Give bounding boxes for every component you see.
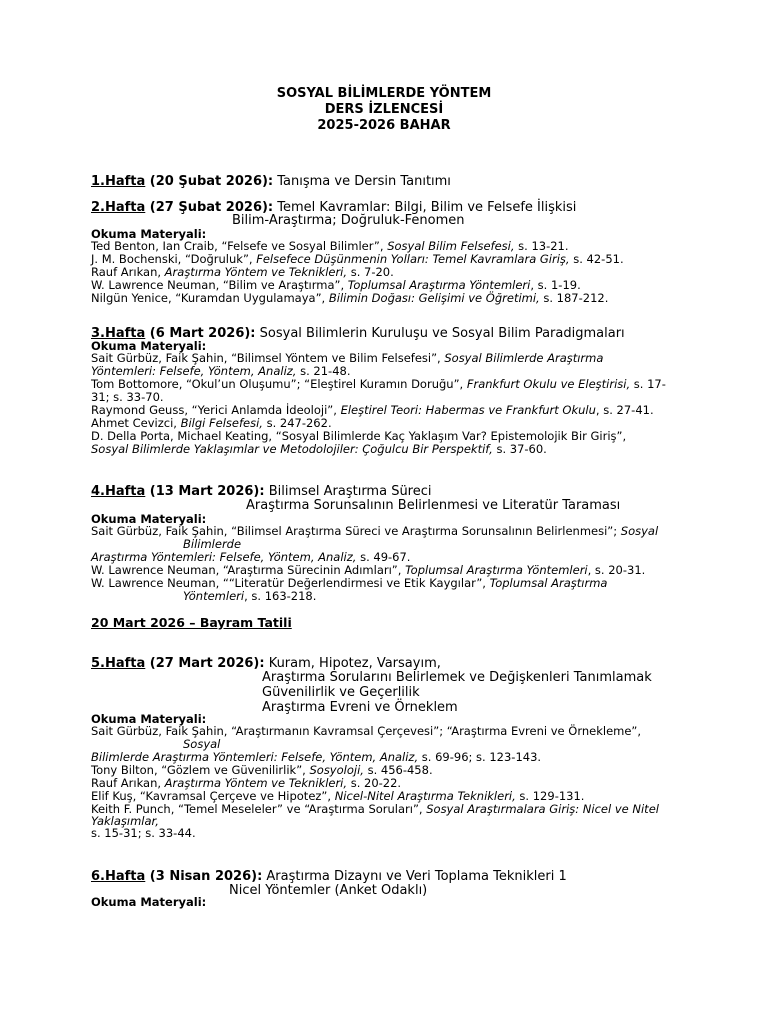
course-title: SOSYAL BİLİMLERDE YÖNTEM (276, 86, 492, 101)
week-3-reading-1: Sait Gürbüz, Faik Şahin, “Bilimsel Yöntem ve Bilim Felsefesi”, Sosyal Bilimlerde Araştırma (91, 351, 604, 365)
week-4-reading-label: Okuma Materyali: (91, 512, 207, 526)
week-3-reading-2-cont: 31; s. 33-70. (91, 390, 164, 404)
week-5-reading-label: Okuma Materyali: (91, 712, 207, 726)
week-2-reading-label: Okuma Materyali: (91, 227, 207, 241)
week-1-topic: Tanışma ve Dersin Tanıtımı (273, 174, 451, 189)
week-5-reading-1-wrap: Sosyal (183, 737, 221, 751)
week-2-reading-4: W. Lawrence Neuman, “Bilim ve Araştırma”, Toplumsal Araştırma Yöntemleri, s. 1-19. (91, 278, 581, 292)
week-6-topic: Araştırma Dizaynı ve Veri Toplama Teknikleri 1 (262, 869, 567, 884)
week-3-reading-5: D. Della Porta, Michael Keating, “Sosyal Bilimlerde Kaç Yaklaşım Var? Epistemolojik Bir Giriş”, (91, 429, 627, 443)
week-4-reading-3: W. Lawrence Neuman, ““Literatür Değerlendirmesi ve Etik Kaygılar”, Toplumsal Araştırma (91, 576, 608, 590)
week-3-reading-label: Okuma Materyali: (91, 339, 207, 353)
week-3-reading-3: Raymond Geuss, “Yerici Anlamda İdeoloji”, Eleştirel Teori: Habermas ve Frankfurt Okulu, s. 27-41. (91, 403, 654, 417)
holiday-notice: 20 Mart 2026 – Bayram Tatili (91, 615, 292, 630)
week-5-label: 5.Hafta (91, 656, 146, 671)
week-1-date: (20 Şubat 2026): (145, 174, 274, 189)
week-4-reading-1-cont: Araştırma Yöntemleri: Felsefe, Yöntem, Analiz, s. 49-67. (91, 550, 411, 564)
week-3-reading-5-cont: Sosyal Bilimlerde Yaklaşımlar ve Metodolojiler: Çoğulcu Bir Perspektif, s. 37-60. (91, 442, 547, 456)
week-2-reading-3: Rauf Arıkan, Araştırma Yöntem ve Teknikleri, s. 7-20. (91, 265, 394, 279)
week-5-reading-1-cont: Bilimlerde Araştırma Yöntemleri: Felsefe, Yöntem, Analiz, s. 69-96; s. 123-143. (91, 750, 542, 764)
semester-title: 2025-2026 BAHAR (317, 118, 451, 133)
week-3-reading-4: Ahmet Cevizci, Bilgi Felsefesi, s. 247-262. (91, 416, 332, 430)
week-4-reading-2: W. Lawrence Neuman, “Araştırma Sürecinin Adımları”, Toplumsal Araştırma Yöntemleri, s. 20-31. (91, 563, 646, 577)
week-5-topic: Kuram, Hipotez, Varsayım, (264, 656, 441, 671)
week-5-reading-5: Keith F. Punch, “Temel Meseleler” ve “Araştırma Soruları”, Sosyal Araştırmalara Giriş: Nicel ve Nitel (91, 802, 659, 816)
week-4-reading-1-wrap: Bilimlerde (183, 537, 242, 551)
week-4-label: 4.Hafta (91, 484, 146, 499)
week-5-reading-5-cont: s. 15-31; s. 33-44. (91, 826, 196, 840)
week-5-topic-3: Güvenilirlik ve Geçerlilik (262, 685, 420, 700)
week-5-reading-1: Sait Gürbüz, Faik Şahin, “Araştırmanın Kavramsal Çerçevesi”; “Araştırma Evreni ve Örnekleme”, (91, 724, 642, 738)
week-5-date: (27 Mart 2026): (145, 656, 265, 671)
week-3-reading-1-cont: Yöntemleri: Felsefe, Yöntem, Analiz, s. 21-48. (91, 364, 351, 378)
week-5-topic-2: Araştırma Sorularını Belirlemek ve Değişkenleri Tanımlamak (262, 670, 652, 685)
week-6-heading (91, 869, 567, 884)
week-5-topic-4: Araştırma Evreni ve Örneklem (262, 700, 458, 715)
week-4-reading-3-cont: Yöntemleri, s. 163-218. (183, 589, 317, 603)
week-5-reading-2: Tony Bilton, “Gözlem ve Güvenilirlik”, Sosyoloji, s. 456-458. (91, 763, 433, 777)
week-5-heading (91, 656, 441, 671)
week-4-heading (91, 484, 432, 499)
week-2-reading-5: Nilgün Yenice, “Kuramdan Uygulamaya”, Bilimin Doğası: Gelişimi ve Öğretimi, s. 187-212. (91, 291, 609, 305)
week-4-topic: Bilimsel Araştırma Süreci (264, 484, 432, 499)
week-5-reading-5-wrap: Yaklaşımlar, (91, 814, 159, 828)
week-4-topic-2: Araştırma Sorunsalının Belirlenmesi ve Literatür Taraması (246, 498, 621, 513)
week-2-topic: Temel Kavramlar: Bilgi, Bilim ve Felsefe İlişkisi (273, 200, 577, 215)
week-5-reading-4: Elif Kuş, “Kavramsal Çerçeve ve Hipotez”, Nicel-Nitel Araştırma Teknikleri, s. 129-131. (91, 789, 585, 803)
week-6-label: 6.Hafta (91, 869, 146, 884)
week-4-reading-1: Sait Gürbüz, Faik Şahin, “Bilimsel Araştırma Süreci ve Araştırma Sorunsalının Belirlenmesi”; Sosyal (91, 524, 659, 538)
week-3-topic: Sosyal Bilimlerin Kuruluşu ve Sosyal Bilim Paradigmaları (255, 326, 625, 341)
week-2-topic-2: Bilim-Araştırma; Doğruluk-Fenomen (232, 213, 465, 228)
week-1-heading (91, 174, 451, 189)
week-3-reading-2: Tom Bottomore, “Okul’un Oluşumu”; “Eleştirel Kuramın Doruğu”, Frankfurt Okulu ve Eleştirisi, s. 17- (91, 377, 666, 391)
week-2-date: (27 Şubat 2026): (145, 200, 274, 215)
week-5-reading-3: Rauf Arıkan, Araştırma Yöntem ve Teknikleri, s. 20-22. (91, 776, 402, 790)
week-3-date: (6 Mart 2026): (145, 326, 256, 341)
week-2-label: 2.Hafta (91, 200, 146, 215)
week-2-reading-1: Ted Benton, Ian Craib, “Felsefe ve Sosyal Bilimler”, Sosyal Bilim Felsefesi, s. 13-21. (91, 239, 569, 253)
week-6-topic-2: Nicel Yöntemler (Anket Odaklı) (229, 883, 428, 898)
week-2-reading-2: J. M. Bochenski, “Doğruluk”, Felsefece Düşünmenin Yolları: Temel Kavramlara Giriş, s. 42-51. (91, 252, 624, 266)
week-3-label: 3.Hafta (91, 326, 146, 341)
week-6-reading-label: Okuma Materyali: (91, 895, 207, 909)
week-1-label: 1.Hafta (91, 174, 146, 189)
document-type-title: DERS İZLENCESİ (324, 102, 444, 117)
week-4-date: (13 Mart 2026): (145, 484, 265, 499)
week-6-date: (3 Nisan 2026): (145, 869, 263, 884)
